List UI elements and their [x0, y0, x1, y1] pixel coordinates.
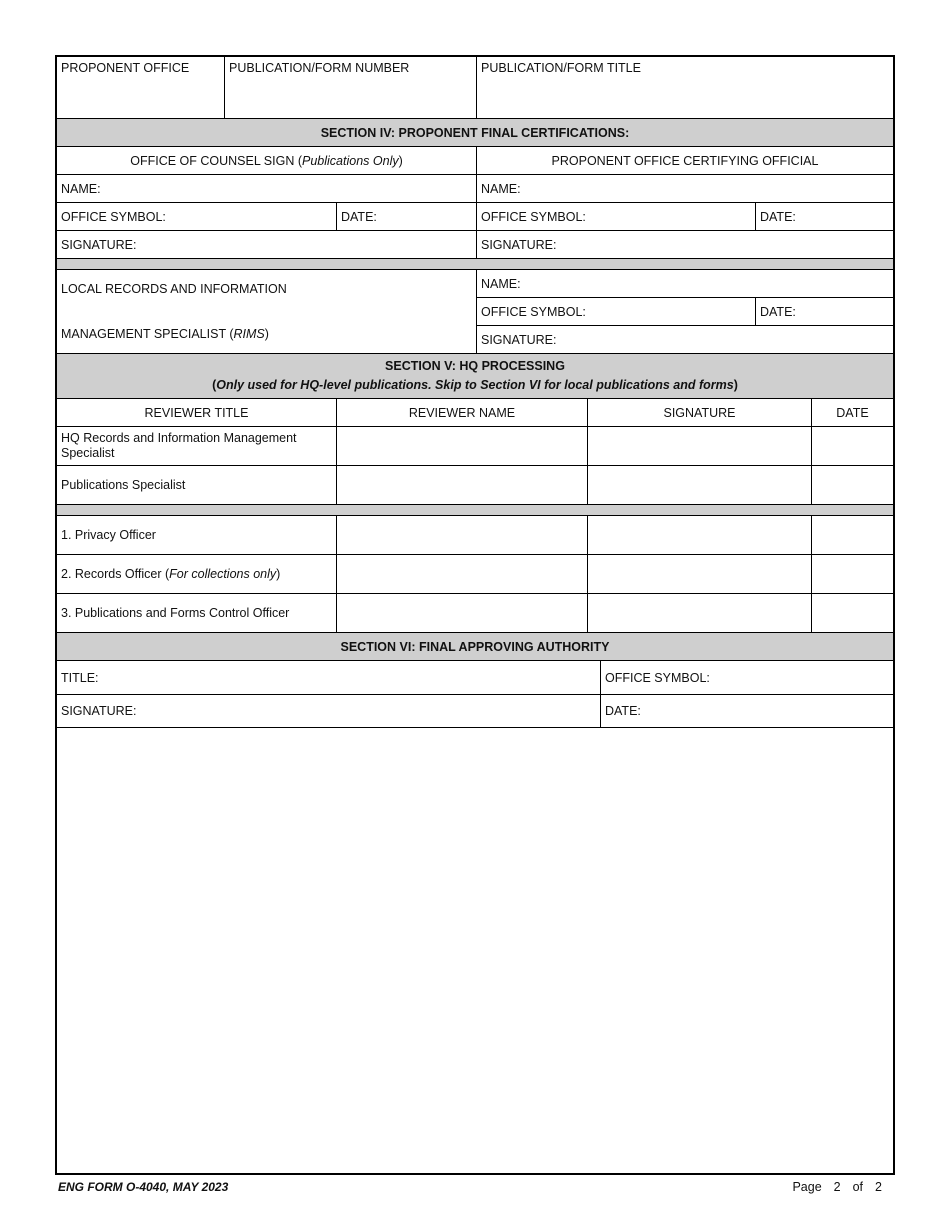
reviewer-title: 1. Privacy Officer: [61, 528, 156, 542]
approver-date-field[interactable]: [601, 695, 893, 727]
reviewer-signature-field[interactable]: [588, 594, 812, 632]
rims-line-1: LOCAL RECORDS AND INFORMATION: [61, 281, 287, 296]
counsel-name-field[interactable]: [57, 175, 477, 202]
certifying-date-field[interactable]: [756, 203, 893, 230]
page-current: 2: [833, 1180, 841, 1194]
approver-title-field[interactable]: [57, 661, 601, 694]
form-identifier: ENG FORM O-4040, MAY 2023: [58, 1180, 229, 1194]
certifying-office-symbol-field[interactable]: [477, 203, 756, 230]
certifying-office-symbol-label: OFFICE SYMBOL:: [481, 209, 586, 224]
reviewer-name-field[interactable]: [337, 555, 588, 593]
rims-name-field[interactable]: [477, 270, 893, 297]
section-v-subtitle: (Only used for HQ-level publications. Skip to Section VI for local publications and forms): [212, 378, 738, 392]
table-row: [57, 427, 893, 466]
column-header-signature: SIGNATURE: [588, 399, 812, 426]
counsel-name-label: NAME:: [61, 181, 101, 196]
section-v-heading: SECTION V: HQ PROCESSING: [385, 359, 565, 373]
publication-title-label: PUBLICATION/FORM TITLE: [481, 61, 641, 75]
reviewer-title: HQ Records and Information Management Specialist: [61, 431, 297, 460]
page-indicator: [792, 1180, 882, 1194]
reviewer-date-field[interactable]: [812, 427, 893, 465]
counsel-signature-label: SIGNATURE:: [61, 237, 137, 252]
column-header-date: DATE: [836, 405, 869, 420]
page-word: Page: [792, 1180, 822, 1194]
counsel-date-label: DATE:: [341, 209, 377, 224]
rims-office-symbol-field[interactable]: [477, 298, 756, 325]
rims-office-symbol-label: OFFICE SYMBOL:: [481, 304, 586, 319]
table-row: [57, 555, 893, 594]
rims-line-2: MANAGEMENT SPECIALIST (RIMS): [61, 326, 269, 341]
reviewer-title-cell: [57, 427, 337, 465]
reviewer-name-field[interactable]: [337, 427, 588, 465]
remarks-area[interactable]: [57, 728, 893, 1168]
table-row: [57, 516, 893, 555]
reviewer-name-field[interactable]: [337, 516, 588, 554]
page-of-word: of: [852, 1180, 864, 1194]
reviewer-title-cell: [57, 466, 337, 504]
rims-date-label: DATE:: [760, 304, 796, 319]
reviewer-name-field[interactable]: [337, 466, 588, 504]
section-divider: [57, 505, 893, 516]
reviewer-signature-field[interactable]: [588, 466, 812, 504]
rims-signature-label: SIGNATURE:: [481, 332, 557, 347]
reviewer-name-field[interactable]: [337, 594, 588, 632]
section-iv-title: SECTION IV: PROPONENT FINAL CERTIFICATIONS:: [57, 119, 893, 146]
page-total: 2: [875, 1180, 882, 1194]
certifying-date-label: DATE:: [760, 209, 796, 224]
reviewer-title: Publications Specialist: [61, 477, 186, 492]
reviewer-date-field[interactable]: [812, 555, 893, 593]
publication-number-field[interactable]: [225, 57, 477, 118]
certifying-signature-label: SIGNATURE:: [481, 237, 557, 252]
header-row: [57, 57, 893, 119]
reviewer-table-header: [57, 399, 893, 427]
approver-signature-field[interactable]: [57, 695, 601, 727]
approver-office-symbol-field[interactable]: [601, 661, 893, 694]
rims-signature-field[interactable]: [477, 326, 893, 353]
reviewer-date-field[interactable]: [812, 594, 893, 632]
approver-date-label: DATE:: [605, 704, 641, 718]
table-row: [57, 594, 893, 633]
certifying-name-field[interactable]: [477, 175, 893, 202]
section-vi-title: SECTION VI: FINAL APPROVING AUTHORITY: [57, 633, 893, 660]
counsel-heading: OFFICE OF COUNSEL SIGN (Publications Only): [57, 147, 477, 174]
counsel-office-symbol-field[interactable]: [57, 203, 337, 230]
reviewer-title: 2. Records Officer (For collections only): [61, 567, 281, 581]
proponent-office-field[interactable]: [57, 57, 225, 118]
reviewer-signature-field[interactable]: [588, 427, 812, 465]
section-v-title: [57, 354, 893, 398]
reviewer-signature-field[interactable]: [588, 555, 812, 593]
approver-title-label: TITLE:: [61, 670, 99, 685]
form-page: [55, 55, 895, 1175]
reviewer-date-field[interactable]: [812, 516, 893, 554]
counsel-office-symbol-label: OFFICE SYMBOL:: [61, 209, 166, 224]
column-header-reviewer-name: REVIEWER NAME: [337, 399, 588, 426]
counsel-date-field[interactable]: [337, 203, 477, 230]
reviewer-date-field[interactable]: [812, 466, 893, 504]
proponent-office-label: PROPONENT OFFICE: [61, 61, 190, 75]
publication-title-field[interactable]: [477, 57, 893, 118]
approver-office-symbol-label: OFFICE SYMBOL:: [605, 670, 710, 685]
reviewer-title-cell: [57, 555, 337, 593]
rims-name-label: NAME:: [481, 276, 521, 291]
certifying-official-heading: PROPONENT OFFICE CERTIFYING OFFICIAL: [551, 153, 819, 168]
table-row: [57, 466, 893, 505]
certifying-signature-field[interactable]: [477, 231, 893, 258]
publication-number-label: PUBLICATION/FORM NUMBER: [229, 61, 410, 75]
reviewer-title-cell: [57, 594, 337, 632]
approver-signature-label: SIGNATURE:: [61, 704, 137, 718]
reviewer-title-cell: [57, 516, 337, 554]
rims-label-cell: [57, 270, 477, 354]
certifying-name-label: NAME:: [481, 181, 521, 196]
reviewer-signature-field[interactable]: [588, 516, 812, 554]
column-header-reviewer-title: REVIEWER TITLE: [57, 399, 337, 426]
reviewer-title: 3. Publications and Forms Control Officer: [61, 606, 290, 620]
rims-date-field[interactable]: [756, 298, 893, 325]
